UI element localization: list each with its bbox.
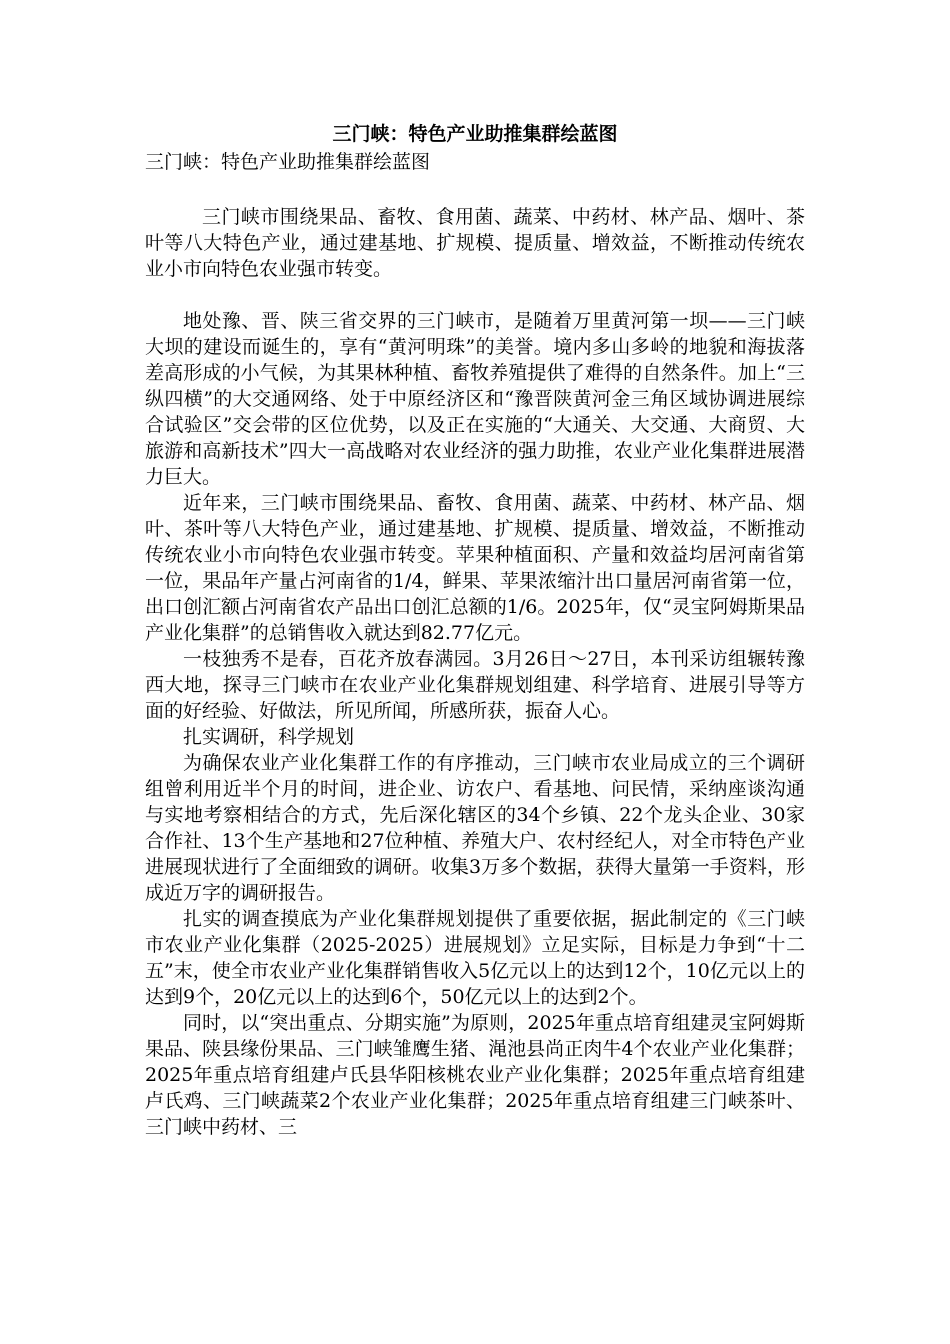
- body-paragraph: 扎实的调查摸底为产业化集群规划提供了重要依据，据此制定的《三门峡市农业产业化集群（2025-2025）进展规划》立足实际，目标是力争到“十二五”末，使全市农业产业化集群销售收入5亿元以上的达到12个，10亿元以上的达到9个，20亿元以上的达到6个，50亿元以上的达到2个。: [145, 908, 805, 1008]
- body-paragraph: 同时，以“突出重点、分期实施”为原则，2025年重点培育组建灵宝阿姆斯果品、陕县缘份果品、三门峡雏鹰生猪、渑池县尚正肉牛4个农业产业化集群；2025年重点培育组建卢氏县华阳核桃农业产业化集群；2025年重点培育组建卢氏鸡、三门峡蔬菜2个农业产业化集群；2025年重点培育组建三门峡茶叶、三门峡中药材、三: [145, 1012, 805, 1138]
- body-paragraph: 为确保农业产业化集群工作的有序推动，三门峡市农业局成立的三个调研组曾利用近半个月的时间，进企业、访农户、看基地、问民情，采纳座谈沟通与实地考察相结合的方式，先后深化辖区的34个乡镇、22个龙头企业、30家合作社、13个生产基地和27位种植、养殖大户、农村经纪人，对全市特色产业进展现状进行了全面细致的调研。收集3万多个数据，获得大量第一手资料，形成近万字的调研报告。: [145, 752, 805, 904]
- document-title: 三门峡：特色产业助推集群绘蓝图: [332, 123, 618, 145]
- lead-paragraph: 三门峡市围绕果品、畜牧、食用菌、蔬菜、中药材、林产品、烟叶、茶叶等八大特色产业，通过建基地、扩规模、提质量、增效益，不断推动传统农业小市向特色农业强市转变。: [145, 206, 805, 280]
- body-paragraph: 近年来，三门峡市围绕果品、畜牧、食用菌、蔬菜、中药材、林产品、烟叶、茶叶等八大特色产业，通过建基地、扩规模、提质量、增效益，不断推动传统农业小市向特色农业强市转变。苹果种植面积、产量和效益均居河南省第一位，果品年产量占河南省的1/4，鲜果、苹果浓缩汁出口量居河南省第一位，出口创汇额占河南省农产品出口创汇总额的1/6。2025年，仅“灵宝阿姆斯果品产业化集群”的总销售收入就达到82.77亿元。: [145, 492, 805, 644]
- body-paragraph: 一枝独秀不是春，百花齐放春满园。3月26日～27日，本刊采访组辗转豫西大地，探寻三门峡市在农业产业化集群规划组建、科学培育、进展引导等方面的好经验、好做法，所见所闻，所感所获，振奋人心。: [145, 648, 805, 722]
- section-heading: 扎实调研，科学规划: [183, 726, 355, 748]
- document-subtitle: 三门峡：特色产业助推集群绘蓝图: [145, 151, 431, 173]
- body-paragraph: 地处豫、晋、陕三省交界的三门峡市，是随着万里黄河第一坝——三门峡大坝的建设而诞生的，享有“黄河明珠”的美誉。境内多山多岭的地貌和海拔落差高形成的小气候，为其果林种植、畜牧养殖提供了难得的自然条件。加上“三纵四横”的大交通网络、处于中原经济区和“豫晋陕黄河金三角区域协调进展综合试验区”交会带的区位优势，以及正在实施的“大通关、大交通、大商贸、大旅游和高新技术”四大一高战略对农业经济的强力助推，农业产业化集群进展潜力巨大。: [145, 310, 805, 488]
- document-body: [145, 120, 805, 1140]
